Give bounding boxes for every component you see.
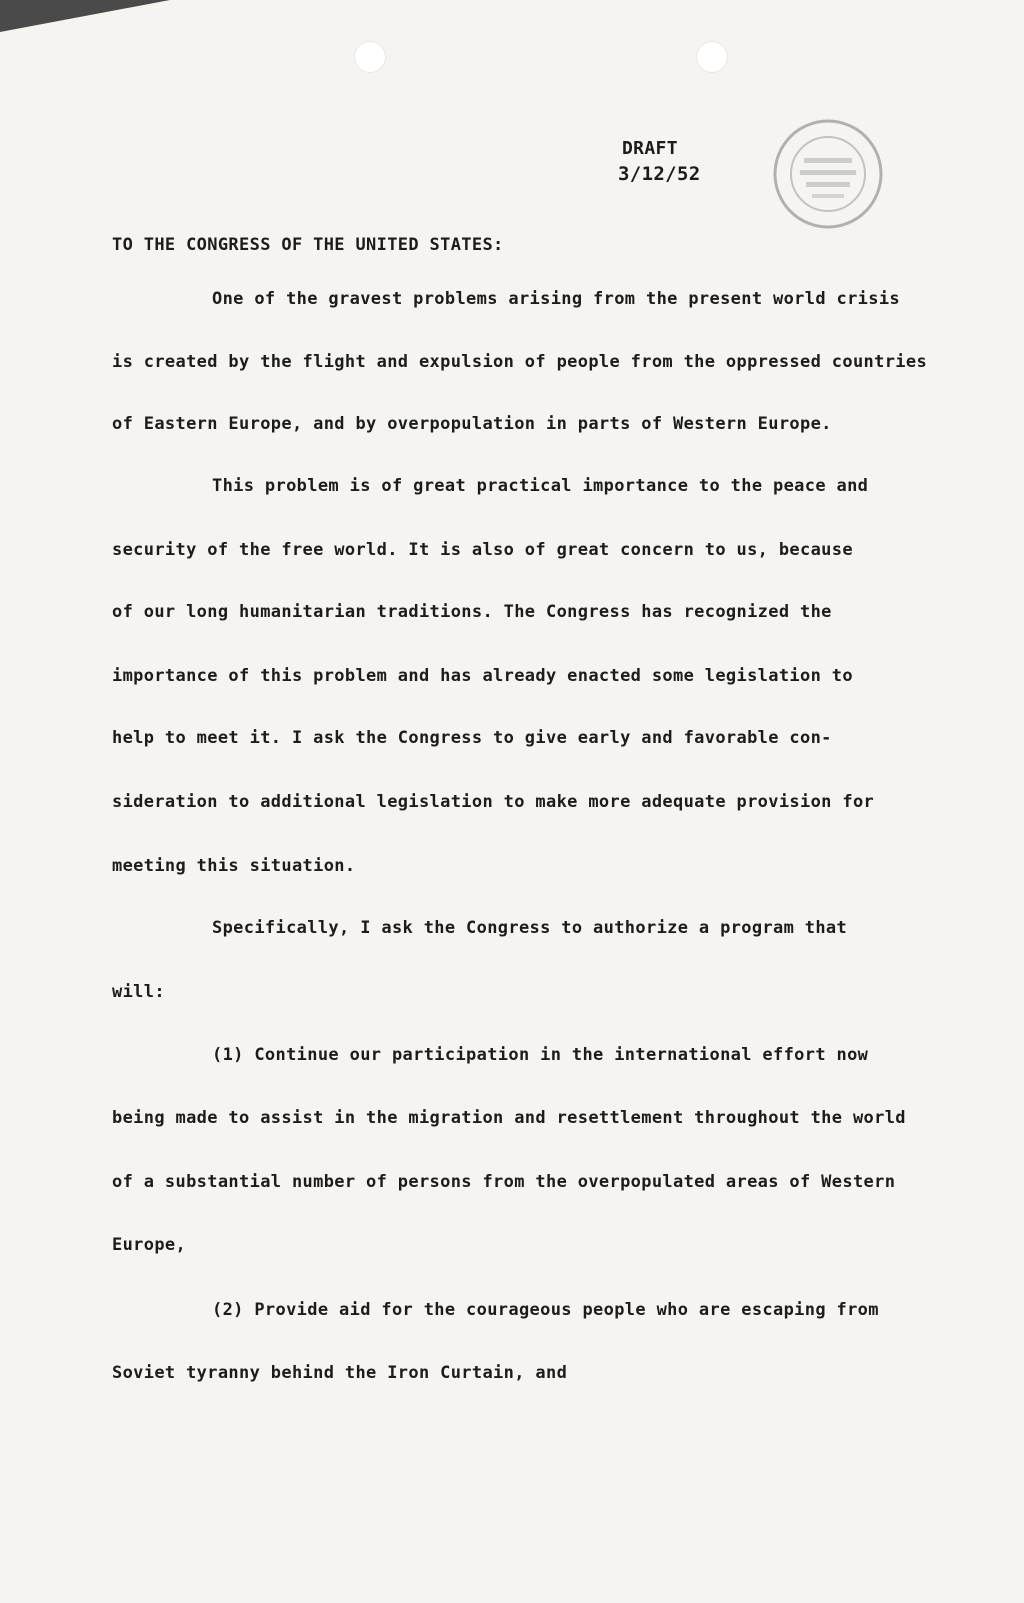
paragraph-2-line-1: This problem is of great practical importance to the peace and	[212, 476, 869, 496]
paragraph-4-line-2: being made to assist in the migration and resettlement throughout the world	[112, 1108, 906, 1128]
paragraph-5-line-2: Soviet tyranny behind the Iron Curtain, and	[112, 1363, 568, 1383]
draft-label: DRAFT	[622, 138, 678, 159]
paragraph-3-line-1: Specifically, I ask the Congress to authorize a program that	[212, 918, 848, 938]
paragraph-4-line-4: Europe,	[112, 1235, 187, 1255]
paragraph-5-line-1: (2) Provide aid for the courageous people who are escaping from	[212, 1300, 879, 1320]
paragraph-2-line-7: meeting this situation.	[112, 856, 356, 876]
paragraph-3-line-2: will:	[112, 982, 165, 1002]
punch-hole-right	[696, 41, 728, 73]
paragraph-2-line-5: help to meet it. I ask the Congress to give early and favorable con-	[112, 728, 832, 748]
address-line: TO THE CONGRESS OF THE UNITED STATES:	[112, 235, 504, 255]
paragraph-1-line-3: of Eastern Europe, and by overpopulation in parts of Western Europe.	[112, 414, 832, 434]
paragraph-2-line-3: of our long humanitarian traditions. The Congress has recognized the	[112, 602, 832, 622]
paragraph-4-line-3: of a substantial number of persons from the overpopulated areas of Western	[112, 1172, 896, 1192]
paragraph-2-line-6: sideration to additional legislation to make more adequate provision for	[112, 792, 875, 812]
draft-date: 3/12/52	[618, 163, 701, 185]
library-stamp-icon	[772, 118, 884, 230]
paragraph-2-line-4: importance of this problem and has already enacted some legislation to	[112, 666, 853, 686]
paragraph-1-line-2: is created by the flight and expulsion of people from the oppressed countries	[112, 352, 928, 372]
paragraph-1-line-1: One of the gravest problems arising from the present world crisis	[212, 289, 901, 309]
paragraph-4-line-1: (1) Continue our participation in the international effort now	[212, 1045, 869, 1065]
folded-corner	[0, 0, 170, 32]
paragraph-2-line-2: security of the free world. It is also of great concern to us, because	[112, 540, 853, 560]
punch-hole-left	[354, 41, 386, 73]
